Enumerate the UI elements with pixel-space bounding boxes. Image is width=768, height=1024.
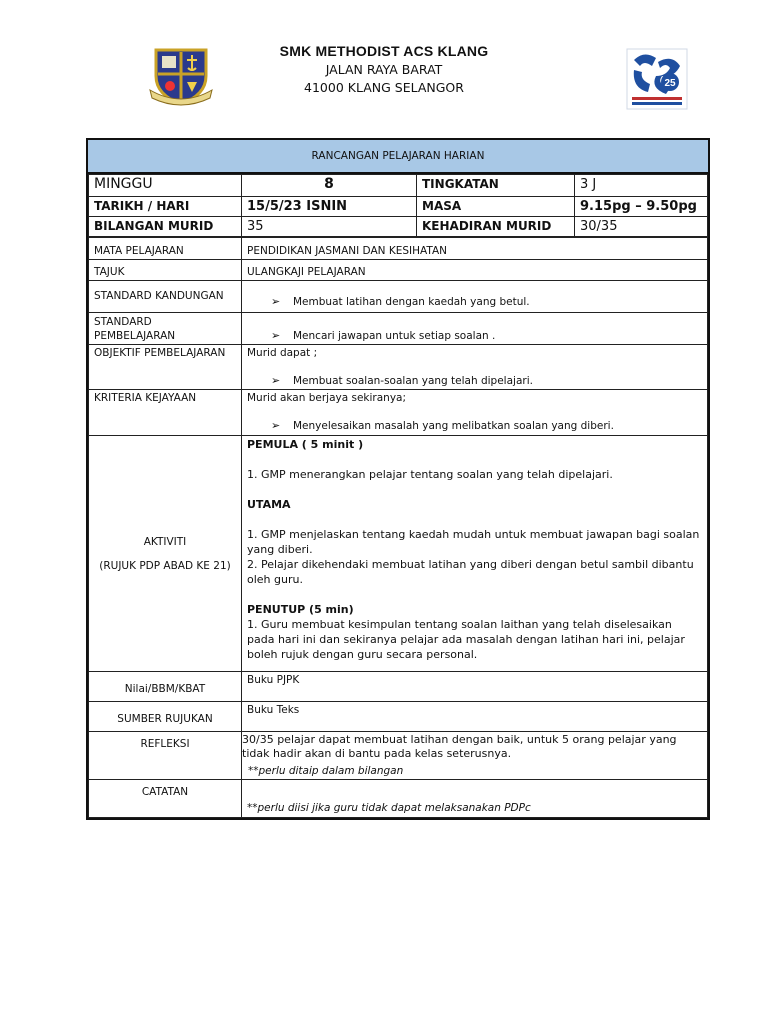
aktiviti-label: AKTIVITI <box>143 535 187 548</box>
penutup-step-1: 1. Guru membuat kesimpulan tentang soalan laithan yang telah diselesaikan pada hari ini dan sekiranya pelajar ada masalah dengan latihan hari ini, pelajar boleh rujuk dengan guru secara personal. <box>247 618 685 661</box>
obj-value: ➢ Membuat soalan-soalan yang telah dipelajari. <box>293 375 533 387</box>
obj-label: OBJEKTIF PEMBELAJARAN <box>89 345 242 390</box>
mata-value: PENDIDIKAN JASMANI DAN KESIHATAN <box>242 238 708 260</box>
catatan-note: **perlu diisi jika guru tidak dapat melaksanakan PDPc <box>247 802 531 814</box>
tingkatan-value: 3 J <box>575 175 708 197</box>
tingkatan-label: TINGKATAN <box>417 175 575 197</box>
sp-label-line-1: STANDARD <box>94 316 152 328</box>
sk-cell <box>242 281 708 313</box>
catatan-label: CATATAN <box>89 780 242 818</box>
minggu-label: MINGGU <box>89 175 242 197</box>
bilangan-value: 35 <box>242 217 417 237</box>
refleksi-note: **perlu ditaip dalam bilangan <box>248 765 404 777</box>
refleksi-value: 30/35 pelajar dapat membuat latihan dengan baik, untuk 5 orang pelajar yang tidak hadir akan di bantu pada kelas seterusnya. <box>242 733 677 760</box>
kk-cell <box>242 390 708 436</box>
info-table <box>88 174 708 237</box>
pemula-step-1: 1. GMP menerangkan pelajar tentang soalan yang telah dipelajari. <box>247 468 613 481</box>
sheet-title: RANCANGAN PELAJARAN HARIAN <box>88 140 708 174</box>
document-header <box>0 40 768 95</box>
sp-bullet <box>247 329 702 343</box>
nilai-label: Nilai/BBM/KBAT <box>89 672 242 702</box>
address-line-2: 41000 KLANG SELANGOR <box>304 80 464 95</box>
sp-cell <box>242 313 708 345</box>
aktiviti-sublabel: (RUJUK PDP ABAD KE 21) <box>99 559 231 572</box>
sp-value: ➢ Mencari jawapan untuk setiap soalan . <box>293 330 496 342</box>
anniversary-number: 25 <box>664 78 676 89</box>
kehadiran-label: KEHADIRAN MURID <box>417 217 575 237</box>
lesson-plan-sheet <box>86 138 710 820</box>
kk-label: KRITERIA KEJAYAAN <box>89 390 242 436</box>
sumber-label: SUMBER RUJUKAN <box>89 702 242 732</box>
utama-heading: UTAMA <box>247 498 291 511</box>
kk-intro: Murid akan berjaya sekiranya; <box>247 392 407 404</box>
refleksi-label: REFLEKSI <box>89 732 242 780</box>
obj-cell <box>242 345 708 390</box>
kk-value: ➢ Menyelesaikan masalah yang melibatkan soalan yang diberi. <box>293 420 614 432</box>
utama-step-2: 2. Pelajar dikehendaki membuat latihan yang diberi dengan betul sambil dibantu oleh guru. <box>247 558 694 586</box>
refleksi-cell <box>242 732 708 780</box>
sk-bullet <box>247 295 702 309</box>
masa-value: 9.15pg – 9.50pg <box>575 197 708 217</box>
kehadiran-value: 30/35 <box>575 217 708 237</box>
tajuk-value: ULANGKAJI PELAJARAN <box>242 260 708 281</box>
obj-bullet <box>247 374 702 388</box>
utama-step-1: 1. GMP menjelaskan tentang kaedah mudah untuk membuat jawapan bagi soalan yang diberi. <box>247 528 700 556</box>
tarikh-value: 15/5/23 ISNIN <box>242 197 417 217</box>
minggu-value: 8 <box>242 175 417 197</box>
details-table <box>88 237 708 818</box>
school-name: SMK METHODIST ACS KLANG <box>279 43 489 59</box>
tarikh-label: TARIKH / HARI <box>89 197 242 217</box>
nilai-value: Buku PJPK <box>242 672 708 702</box>
catatan-cell <box>242 780 708 818</box>
aktiviti-content <box>242 436 708 672</box>
masa-label: MASA <box>417 197 575 217</box>
bilangan-label: BILANGAN MURID <box>89 217 242 237</box>
sk-label: STANDARD KANDUNGAN <box>89 281 242 313</box>
sk-value: ➢ Membuat latihan dengan kaedah yang betul. <box>293 296 530 308</box>
kk-bullet <box>247 419 702 433</box>
pemula-heading: PEMULA ( 5 minit ) <box>247 438 364 451</box>
penutup-heading: PENUTUP (5 min) <box>247 603 354 616</box>
sp-label <box>89 313 242 345</box>
mata-label: MATA PELAJARAN <box>89 238 242 260</box>
tajuk-label: TAJUK <box>89 260 242 281</box>
aktiviti-label-cell <box>89 436 242 672</box>
sp-label-line-2: PEMBELAJARAN <box>94 330 176 342</box>
address-line-1: JALAN RAYA BARAT <box>325 62 443 77</box>
obj-intro: Murid dapat ; <box>247 347 318 359</box>
sumber-value: Buku Teks <box>242 702 708 732</box>
